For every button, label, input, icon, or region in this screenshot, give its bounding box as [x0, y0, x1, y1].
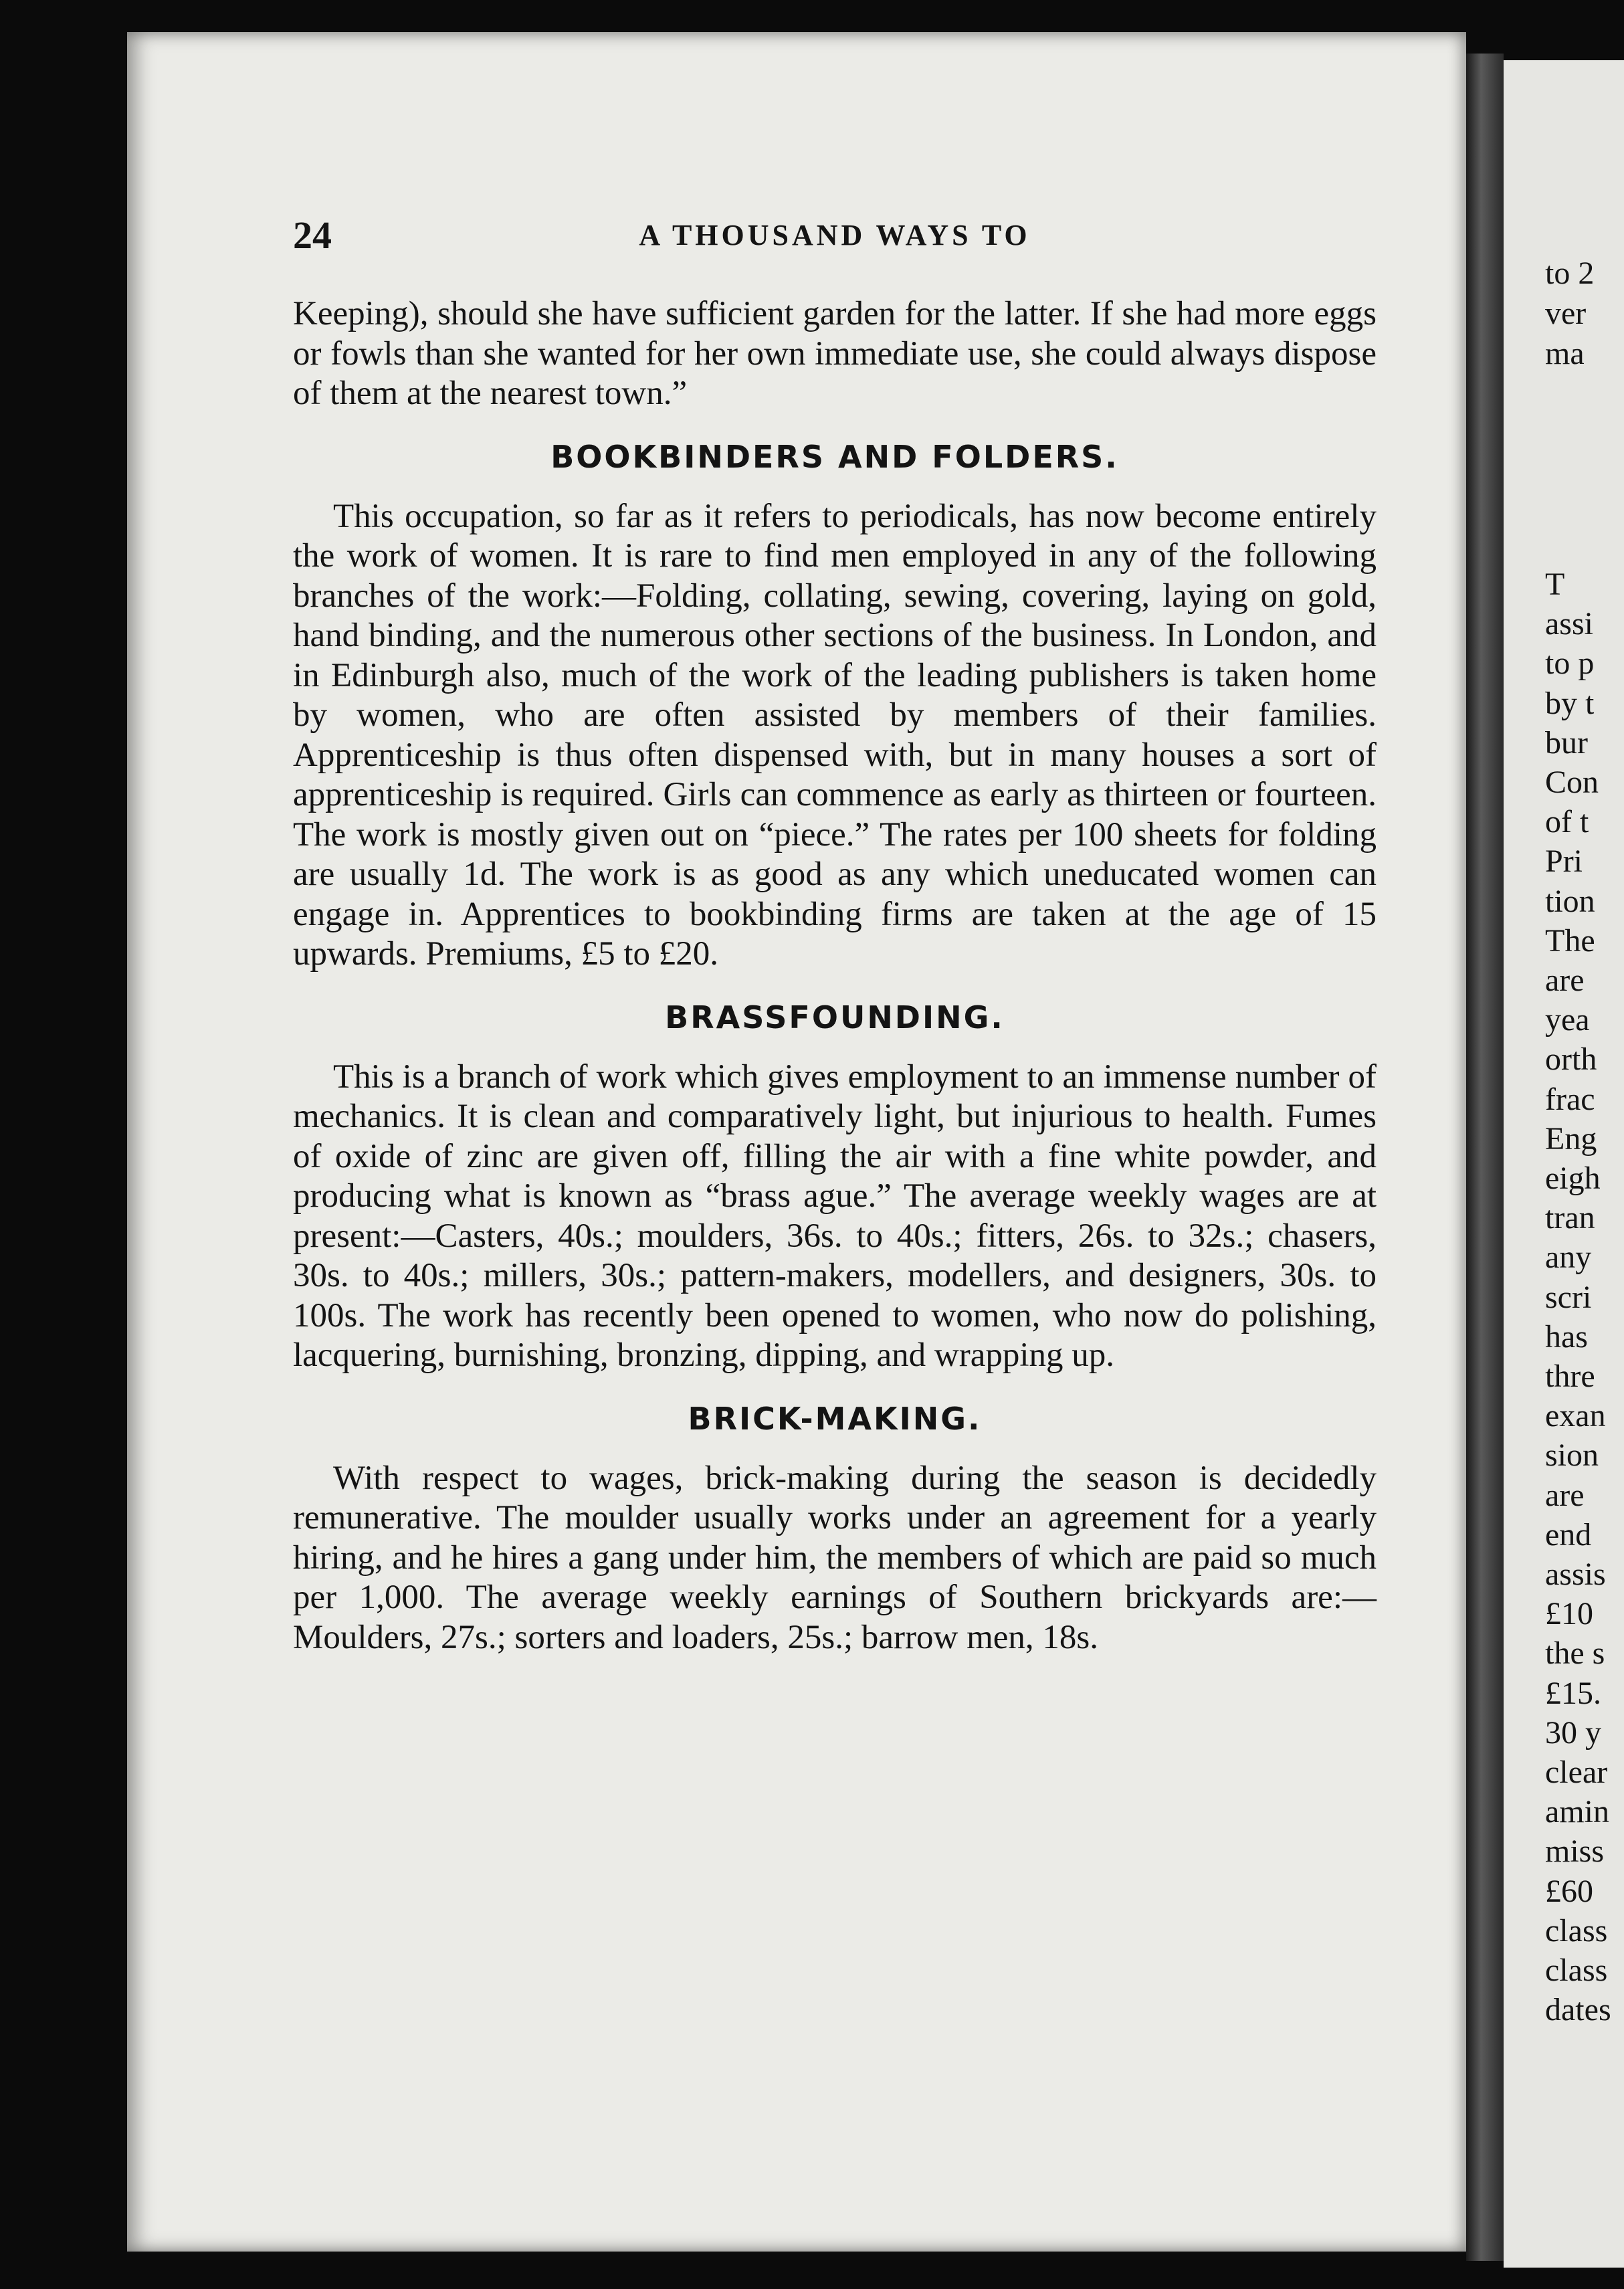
facing-page-line: thre — [1545, 1359, 1595, 1394]
facing-page-line: amin — [1545, 1794, 1609, 1830]
facing-page-line: sion — [1545, 1437, 1599, 1474]
facing-page-line: end — [1545, 1516, 1592, 1553]
facing-page-line: miss — [1545, 1833, 1605, 1870]
facing-page-line: £60 — [1545, 1873, 1593, 1909]
facing-page-line: are — [1545, 963, 1585, 998]
facing-page-line: tran — [1545, 1200, 1595, 1236]
facing-page-line: assis — [1545, 1557, 1606, 1592]
facing-page-line: exan — [1545, 1398, 1606, 1434]
facing-page-line: The — [1545, 922, 1595, 959]
facing-page-line: eigh — [1545, 1161, 1601, 1196]
facing-page-line: Eng — [1545, 1120, 1597, 1157]
facing-page-line: £15. — [1545, 1675, 1601, 1711]
facing-page — [1504, 60, 1624, 2268]
facing-page-line: to 2 — [1545, 256, 1595, 291]
facing-page-line: class — [1545, 1953, 1608, 1988]
section-heading-brassfounding: BRASSFOUNDING. — [665, 999, 1005, 1035]
facing-page-line: yea — [1545, 1002, 1590, 1038]
running-head: A THOUSAND WAYS TO — [639, 219, 1031, 252]
facing-page-line: any — [1545, 1239, 1592, 1276]
facing-page-line: are — [1545, 1477, 1585, 1513]
facing-page-line: has — [1545, 1318, 1588, 1355]
facing-page-line: T — [1545, 567, 1565, 602]
facing-page-line: frac — [1545, 1081, 1595, 1117]
facing-page-line: by t — [1545, 685, 1595, 721]
facing-page-line: assi — [1545, 606, 1593, 642]
facing-page-line: to p — [1545, 645, 1595, 682]
book-gutter — [1466, 54, 1504, 2261]
facing-page-line: dates — [1545, 1992, 1611, 2028]
facing-page-line: scri — [1545, 1279, 1592, 1315]
section-body-brick-making: With respect to wages, brick-making during the season is decidedly remunerative. The moulder usually works under an agreement for a yearly hiring, and he hires a gang under him, the members of which are paid so much per 1,000. The average weekly earnings of Southern brickyards are:—Moulders, 27s.; sorters and loaders, 25s.; barrow men, 18s. — [293, 1459, 1377, 1656]
facing-page-line: Con — [1545, 765, 1599, 800]
page-header — [293, 213, 1377, 257]
page-number: 24 — [293, 213, 332, 257]
section-heading-bookbinders: BOOKBINDERS AND FOLDERS. — [550, 438, 1119, 475]
facing-page-line: clear — [1545, 1755, 1608, 1790]
section-heading-brick-making: BRICK-MAKING. — [688, 1400, 982, 1437]
facing-page-line: bur — [1545, 724, 1588, 761]
facing-page-line: orth — [1545, 1041, 1597, 1078]
section-body-brassfounding: This is a branch of work which gives employment to an immense number of mechanics. It is clean and comparatively light, but injurious to health. Fumes of oxide of zinc are given off, filling the air with a fine white powder, and producing what is known as “brass ague.” The average weekly wages are at present:—Casters, 40s.; moulders, 36s. to 40s.; fitters, 26s. to 32s.; chasers, 30s. to 40s.; millers, 30s.; pattern-makers, modellers, and designers, 30s. to 100s. The work has recently been opened to women, who now do polishing, lacquering, burnishing, bronzing, dipping, and wrapping up. — [293, 1058, 1377, 1374]
facing-page-line: tion — [1545, 883, 1595, 919]
facing-page-line: ver — [1545, 296, 1587, 331]
facing-page-line: ma — [1545, 336, 1585, 371]
facing-page-line: 30 y — [1545, 1714, 1601, 1751]
continuation-paragraph: Keeping), should she have sufficient garden for the latter. If she had more eggs or fowls than she wanted for her own immediate use, she could always dispose of them at the nearest town.” — [293, 295, 1377, 412]
page-text — [293, 294, 1377, 1658]
facing-page-line: £10 — [1545, 1596, 1593, 1632]
facing-page-line: Pri — [1545, 843, 1583, 880]
section-body-bookbinders: This occupation, so far as it refers to periodicals, has now become entirely the work of women. It is rare to find men employed in any of the following branches of the work:—Folding, collating, sewing, covering, laying on gold, hand binding, and the numerous other sections of the business. In London, and in Edinburgh also, much of the work of the leading publishers is taken home by women, who are often assisted by members of their families. Apprenticeship is thus often dispensed with, but in many houses a sort of apprenticeship is required. Girls can commence as early as thirteen or fourteen. The work is mostly given out on “piece.” The rates per 100 sheets for folding are usually 1d. The work is as good as any which uneducated women can engage in. Apprentices to bookbinding firms are taken at the age of 15 upwards. Premiums, £5 to £20. — [293, 497, 1377, 973]
facing-page-line: of t — [1545, 804, 1589, 840]
facing-page-line: the s — [1545, 1635, 1605, 1672]
facing-page-line: class — [1545, 1912, 1608, 1949]
